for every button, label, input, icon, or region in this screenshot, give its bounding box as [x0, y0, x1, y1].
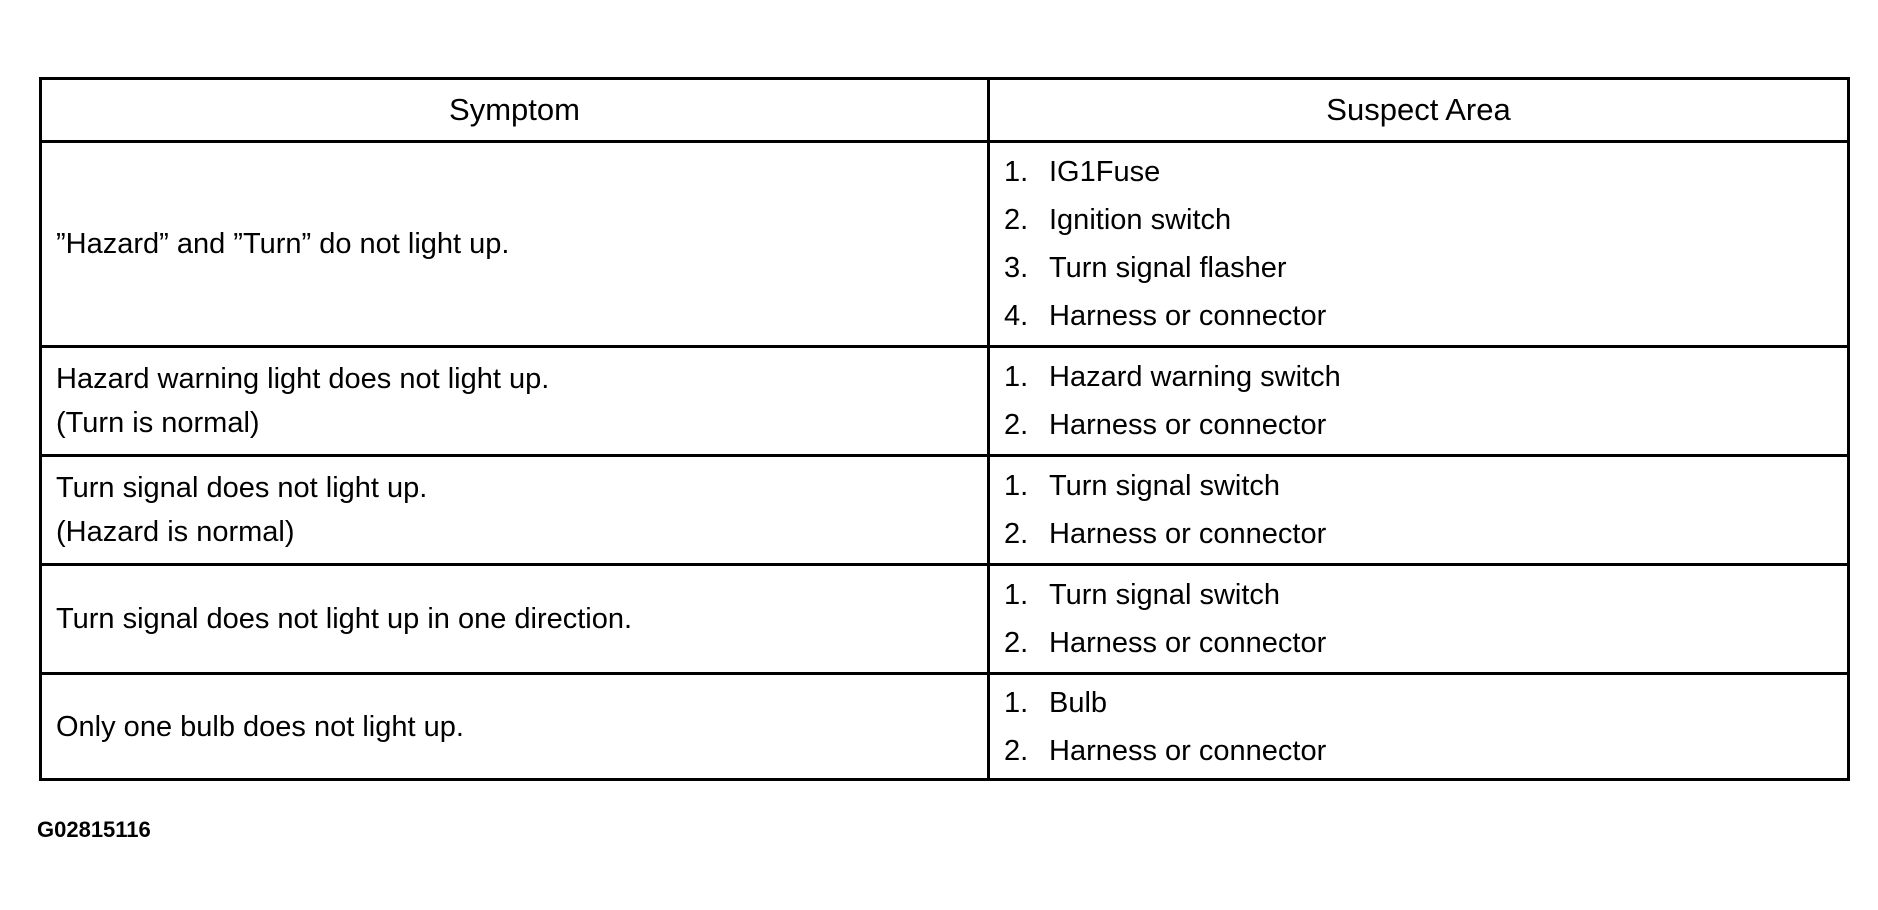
symptom-text: ”Hazard” and ”Turn” do not light up.: [56, 228, 510, 260]
item-text: Ignition switch: [1049, 204, 1232, 236]
suspect-area-item: [1004, 148, 1833, 196]
item-text: Harness or connector: [1049, 518, 1327, 550]
symptom-table: [39, 77, 1850, 781]
item-number: 1.: [1004, 361, 1029, 393]
suspect-area-item: [1004, 196, 1833, 244]
item-text: Harness or connector: [1049, 627, 1327, 659]
item-text: Turn signal switch: [1049, 470, 1281, 502]
item-number: 2.: [1004, 518, 1029, 550]
symptom-note: (Hazard is normal): [56, 516, 295, 548]
suspect-area-cell: [989, 565, 1849, 674]
suspect-area-item: [1004, 353, 1833, 401]
item-text: Harness or connector: [1049, 409, 1327, 441]
item-number: 1.: [1004, 686, 1029, 719]
suspect-area-item: [1004, 619, 1833, 667]
item-text: Hazard warning switch: [1049, 361, 1341, 393]
suspect-area-item: [1004, 401, 1833, 449]
table-header-row: [41, 79, 1849, 142]
symptom-cell: [41, 565, 989, 674]
suspect-area-list: [1004, 679, 1833, 775]
suspect-area-cell: [989, 674, 1849, 780]
item-number: 2.: [1004, 409, 1029, 441]
item-number: 2.: [1004, 627, 1029, 659]
suspect-area-item: [1004, 510, 1833, 558]
item-text: Bulb: [1049, 686, 1108, 719]
item-text: Turn signal switch: [1049, 579, 1281, 611]
table-row: [41, 565, 1849, 674]
symptom-cell: [41, 674, 989, 780]
item-number: 4.: [1004, 300, 1029, 332]
symptom-cell: [41, 347, 989, 456]
header-suspect-area: Suspect Area: [989, 79, 1849, 142]
item-text: Turn signal flasher: [1049, 252, 1287, 284]
suspect-area-cell: [989, 142, 1849, 347]
suspect-area-list: [1004, 462, 1833, 558]
symptom-note: (Turn is normal): [56, 407, 260, 439]
item-text: Harness or connector: [1049, 300, 1327, 332]
suspect-area-cell: [989, 347, 1849, 456]
table-row: [41, 456, 1849, 565]
suspect-area-list: [1004, 353, 1833, 449]
item-number: 1.: [1004, 156, 1029, 188]
suspect-area-cell: [989, 456, 1849, 565]
item-number: 2.: [1004, 204, 1029, 236]
item-number: 2.: [1004, 734, 1029, 767]
item-number: 3.: [1004, 252, 1029, 284]
figure-id: G02815116: [37, 817, 151, 842]
suspect-area-item: [1004, 244, 1833, 292]
symptom-text: Only one bulb does not light up.: [56, 710, 464, 743]
suspect-area-list: [1004, 571, 1833, 667]
table-row: [41, 142, 1849, 347]
symptom-cell: [41, 142, 989, 347]
table-row: [41, 674, 1849, 780]
symptom-text: Turn signal does not light up in one direction.: [56, 603, 633, 635]
suspect-area-item: [1004, 679, 1833, 727]
header-symptom: Symptom: [41, 79, 989, 142]
suspect-area-item: [1004, 292, 1833, 340]
symptom-text: Hazard warning light does not light up.: [56, 363, 550, 395]
item-number: 1.: [1004, 470, 1029, 502]
suspect-area-item: [1004, 727, 1833, 775]
suspect-area-item: [1004, 571, 1833, 619]
table-row: [41, 347, 1849, 456]
item-text: IG1Fuse: [1049, 156, 1161, 188]
item-number: 1.: [1004, 579, 1029, 611]
suspect-area-list: [1004, 148, 1833, 340]
item-text: Harness or connector: [1049, 734, 1327, 767]
symptom-text: Turn signal does not light up.: [56, 472, 428, 504]
suspect-area-item: [1004, 462, 1833, 510]
symptom-cell: [41, 456, 989, 565]
